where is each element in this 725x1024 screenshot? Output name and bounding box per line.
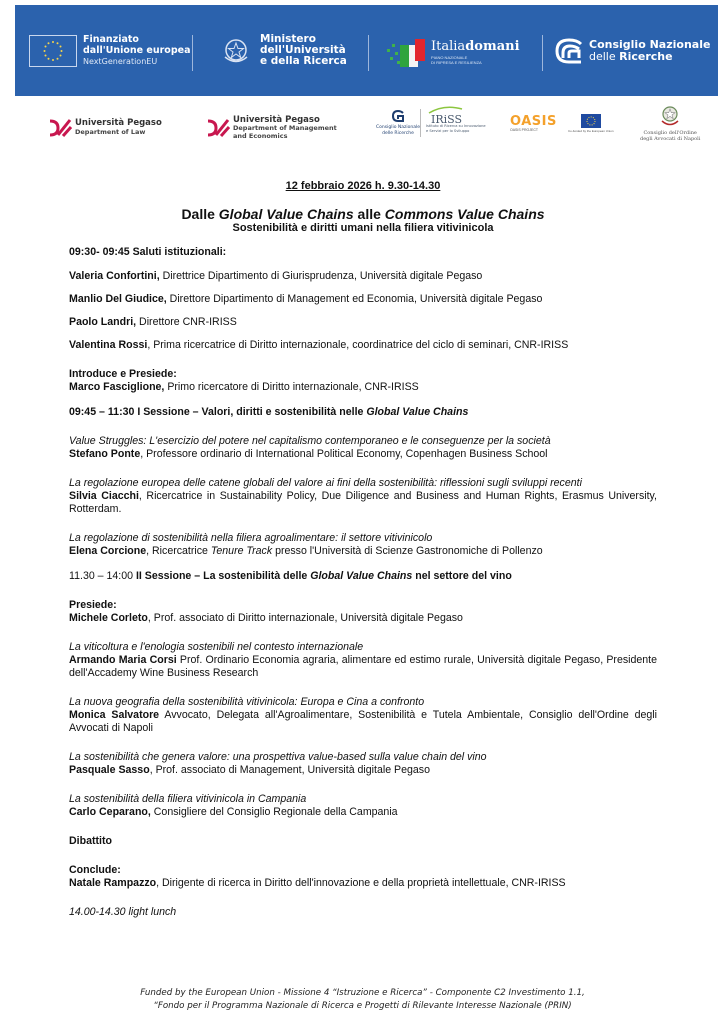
mur-logo	[220, 34, 347, 67]
cnr-line2-light: delle	[589, 50, 620, 63]
speaker-role: , Dirigente di ricerca in Diritto dell'innovazione e della proprietà intellettuale, CNR-IRISS	[156, 877, 566, 889]
funding-banner	[15, 5, 718, 96]
pegaso-logo-icon	[48, 118, 72, 138]
italiadomani-line1: PIANO NAZIONALE	[431, 54, 468, 60]
speaker-role: Consigliere del Consiglio Regionale della Campania	[150, 806, 398, 818]
eu-line3: NextGenerationEU	[83, 57, 158, 66]
cnr-small-line1: Consiglio Nazionale	[376, 125, 421, 130]
speaker-role: , Ricercatrice	[146, 545, 211, 557]
speaker-name: Monica Salvatore	[69, 709, 160, 721]
footer-line2: “Fondo per il Programma Nazionale di Ricerca e Progetti di Rilevante Interesse Nazionale (PRIN)	[153, 1001, 572, 1011]
event-title	[69, 206, 657, 222]
talk-title: Value Struggles: L'esercizio del potere nel capitalismo contemporaneo e le conseguenze per la società	[69, 435, 551, 447]
speaker-role: Prof. Ordinario Economia agraria, alimentare ed estimo rurale, Università digitale Pegaso, Presidente dell'Accademy Wine Business Research	[69, 654, 658, 679]
italiadomani-name-light: Italia	[431, 38, 466, 54]
iriss-logo-icon	[426, 106, 464, 124]
speaker-role: , Prof. associato di Diritto internazionale, Università digitale Pegaso	[147, 612, 463, 624]
iriss-name: IRiSS	[431, 113, 463, 124]
cnr-small-line2: delle Ricerche	[382, 131, 414, 136]
eu-flag-icon	[581, 114, 601, 128]
session2-heading	[69, 570, 657, 583]
program-content	[69, 180, 657, 919]
speaker-role: Primo ricercatore di Diritto internazionale, CNR-IRISS	[164, 381, 419, 393]
speaker-entry	[69, 764, 657, 777]
speaker-entry	[69, 545, 657, 558]
pegaso-mgmt-logo	[206, 116, 337, 140]
speaker-name: Valentina Rossi	[69, 339, 148, 351]
speaker-name: Carlo Ceparano,	[69, 806, 151, 818]
italian-emblem-icon	[220, 35, 252, 67]
mur-line2: dell'Università	[260, 44, 346, 56]
iriss-logo	[426, 106, 486, 133]
chair-heading: Presiede:	[69, 599, 117, 611]
eu-flag-icon	[29, 35, 77, 67]
speaker-name: Marco Fasciglione,	[69, 381, 165, 393]
pegaso-law-logo	[48, 118, 162, 138]
session-title: 09:45 – 11:30 I Sessione – Valori, diritti e sostenibilità nelle	[69, 406, 367, 418]
pegaso-logo-icon	[206, 118, 230, 138]
speaker-entry	[69, 270, 657, 283]
lunch-label: 14.00-14.30 light lunch	[69, 906, 177, 918]
session-title-italic: Global Value Chains	[310, 570, 413, 582]
cnr-line1: Consiglio Nazionale	[589, 38, 711, 51]
eu-logo	[29, 34, 190, 67]
italiadomani-logo	[385, 35, 520, 71]
speaker-entry	[69, 339, 657, 352]
eu-cofunded-caption: Co-funded by the European Union	[568, 129, 614, 133]
speaker-name: Paolo Landri,	[69, 316, 137, 328]
cnr-small-logo	[376, 110, 420, 137]
speaker-name: Manlio Del Giudice,	[69, 293, 167, 305]
title-part: Commons Value Chains	[384, 206, 545, 222]
speaker-role: Direttrice Dipartimento di Giurisprudenza, Università digitale Pegaso	[159, 270, 483, 282]
avvocati-line1: Consiglio dell'Ordine	[643, 130, 697, 136]
oasis-tag: OASIS PROJECT	[510, 128, 539, 132]
italian-flag-icon	[385, 35, 429, 71]
speaker-name: Silvia Ciacchi	[69, 490, 139, 502]
speaker-role: , Ricercatrice in Sustainability Policy, Due Diligence and Business and Human Rights, Erasmus University, Rotterdam.	[69, 490, 657, 515]
avvocati-logo	[640, 104, 700, 142]
pegaso-mgmt-dept1: Department of Management	[233, 124, 337, 132]
speaker-entry	[69, 448, 657, 461]
session-title: II Sessione – La sostenibilità delle	[135, 570, 311, 582]
speaker-role: Direttore CNR-IRISS	[136, 316, 237, 328]
cnr-logo-icon	[392, 110, 404, 122]
talk-title: La regolazione di sostenibilità nella filiera agroalimentare: il settore vitivinicolo	[69, 532, 433, 544]
title-part: alle	[353, 206, 385, 222]
pegaso-law-dept: Department of Law	[75, 128, 146, 136]
avvocati-line2: degli Avvocati di Napoli	[640, 136, 701, 142]
talk-title: La sostenibilità della filiera vitivinicola in Campania	[69, 793, 307, 805]
talk-title: La viticoltura e l'enologia sostenibili nel contesto internazionale	[69, 641, 364, 653]
talk-title: La nuova geografia della sostenibilità vitivinicola: Europa e Cina a confronto	[69, 696, 425, 708]
speaker-entry	[69, 806, 657, 819]
oasis-logo	[510, 115, 557, 133]
speaker-entry	[69, 877, 657, 890]
iriss-line1: Istituto di Ricerca su Innovazione	[426, 124, 486, 128]
speaker-role: Avvocato, Delegata all'Agroalimentare, Sostenibilità e Tutela Ambientale, Consiglio dell'Ordine degli Avvocati di Napoli	[69, 709, 657, 734]
closing-heading: Conclude:	[69, 864, 121, 876]
eu-line1: Finanziato	[83, 34, 139, 45]
divider	[420, 109, 421, 137]
event-subtitle: Sostenibilità e diritti umani nella filiera vitivinicola	[232, 222, 494, 234]
speaker-name: Valeria Confortini,	[69, 270, 160, 282]
speaker-role-italic: Tenure Track	[210, 545, 273, 557]
session-time: 11.30 – 14:00	[69, 570, 136, 582]
talk-title: La sostenibilità che genera valore: una prospettiva value-based sulla value chain del vino	[69, 751, 487, 763]
mur-line3: e della Ricerca	[260, 55, 347, 67]
pegaso-mgmt-dept2: and Economics	[233, 132, 288, 140]
eu-line2: dall'Unione europea	[83, 45, 191, 56]
talk-title: La regolazione europea delle catene globali del valore ai fini della sostenibilità: riflessioni sugli sviluppi recenti	[69, 477, 582, 489]
footer-line1: Funded by the European Union - Missione 4 “Istruzione e Ricerca” - Componente C2 Investimento 1.1,	[140, 988, 585, 998]
mur-line1: Ministero	[260, 33, 316, 45]
speaker-role: , Prima ricercatrice di Diritto internazionale, coordinatrice del ciclo di seminari, CNR-IRISS	[147, 339, 569, 351]
session-title: nel settore del vino	[412, 570, 512, 582]
oasis-name: OASIS	[510, 114, 557, 129]
debate-label: Dibattito	[69, 835, 112, 847]
intro-heading: Introduce e Presiede:	[69, 368, 177, 380]
title-part: Global Value Chains	[218, 206, 354, 222]
speaker-name: Stefano Ponte	[69, 448, 141, 460]
speaker-entry	[69, 381, 657, 394]
speaker-entry	[69, 293, 657, 306]
pegaso-mgmt-name: Università Pegaso	[233, 115, 320, 125]
cnr-line2-bold: Ricerche	[619, 50, 673, 63]
italian-emblem-icon	[659, 104, 681, 128]
divider	[192, 35, 193, 71]
event-date: 12 febbraio 2026 h. 9.30-14.30	[285, 180, 441, 192]
session1-heading	[69, 406, 657, 419]
speaker-entry	[69, 490, 657, 516]
speaker-entry	[69, 316, 657, 329]
italiadomani-name-bold: domani	[465, 38, 520, 54]
session-title-italic: Global Value Chains	[366, 406, 469, 418]
speaker-name: Elena Corcione	[69, 545, 147, 557]
eu-cofunded-logo	[568, 114, 614, 133]
divider	[542, 35, 543, 71]
speaker-name: Natale Rampazzo	[69, 877, 157, 889]
pegaso-law-name: Università Pegaso	[75, 118, 162, 128]
speaker-entry	[69, 709, 657, 735]
speaker-role: presso l'Università di Scienze Gastronomiche di Pollenzo	[272, 545, 543, 557]
divider	[368, 35, 369, 71]
speaker-role: , Professore ordinario di International Political Economy, Copenhagen Business School	[140, 448, 548, 460]
speaker-role: , Prof. associato di Management, Università digitale Pegaso	[149, 764, 430, 776]
partner-logos	[0, 100, 725, 160]
iriss-line2: e Servizi per lo Sviluppo	[426, 128, 470, 133]
speaker-name: Michele Corleto	[69, 612, 148, 624]
italiadomani-line2: DI RIPRESA E RESILIENZA	[431, 59, 482, 65]
cnr-logo-icon	[555, 38, 583, 64]
speaker-entry	[69, 654, 657, 680]
speaker-entry	[69, 612, 657, 625]
cnr-logo	[555, 38, 710, 64]
funding-footer	[0, 987, 725, 1013]
speaker-role: Direttore Dipartimento di Management ed Economia, Università digitale Pegaso	[166, 293, 543, 305]
welcome-heading: 09:30- 09:45 Saluti istituzionali:	[69, 246, 227, 258]
speaker-name: Armando Maria Corsi	[69, 654, 177, 666]
title-part: Dalle	[181, 206, 219, 222]
speaker-name: Pasquale Sasso	[69, 764, 150, 776]
